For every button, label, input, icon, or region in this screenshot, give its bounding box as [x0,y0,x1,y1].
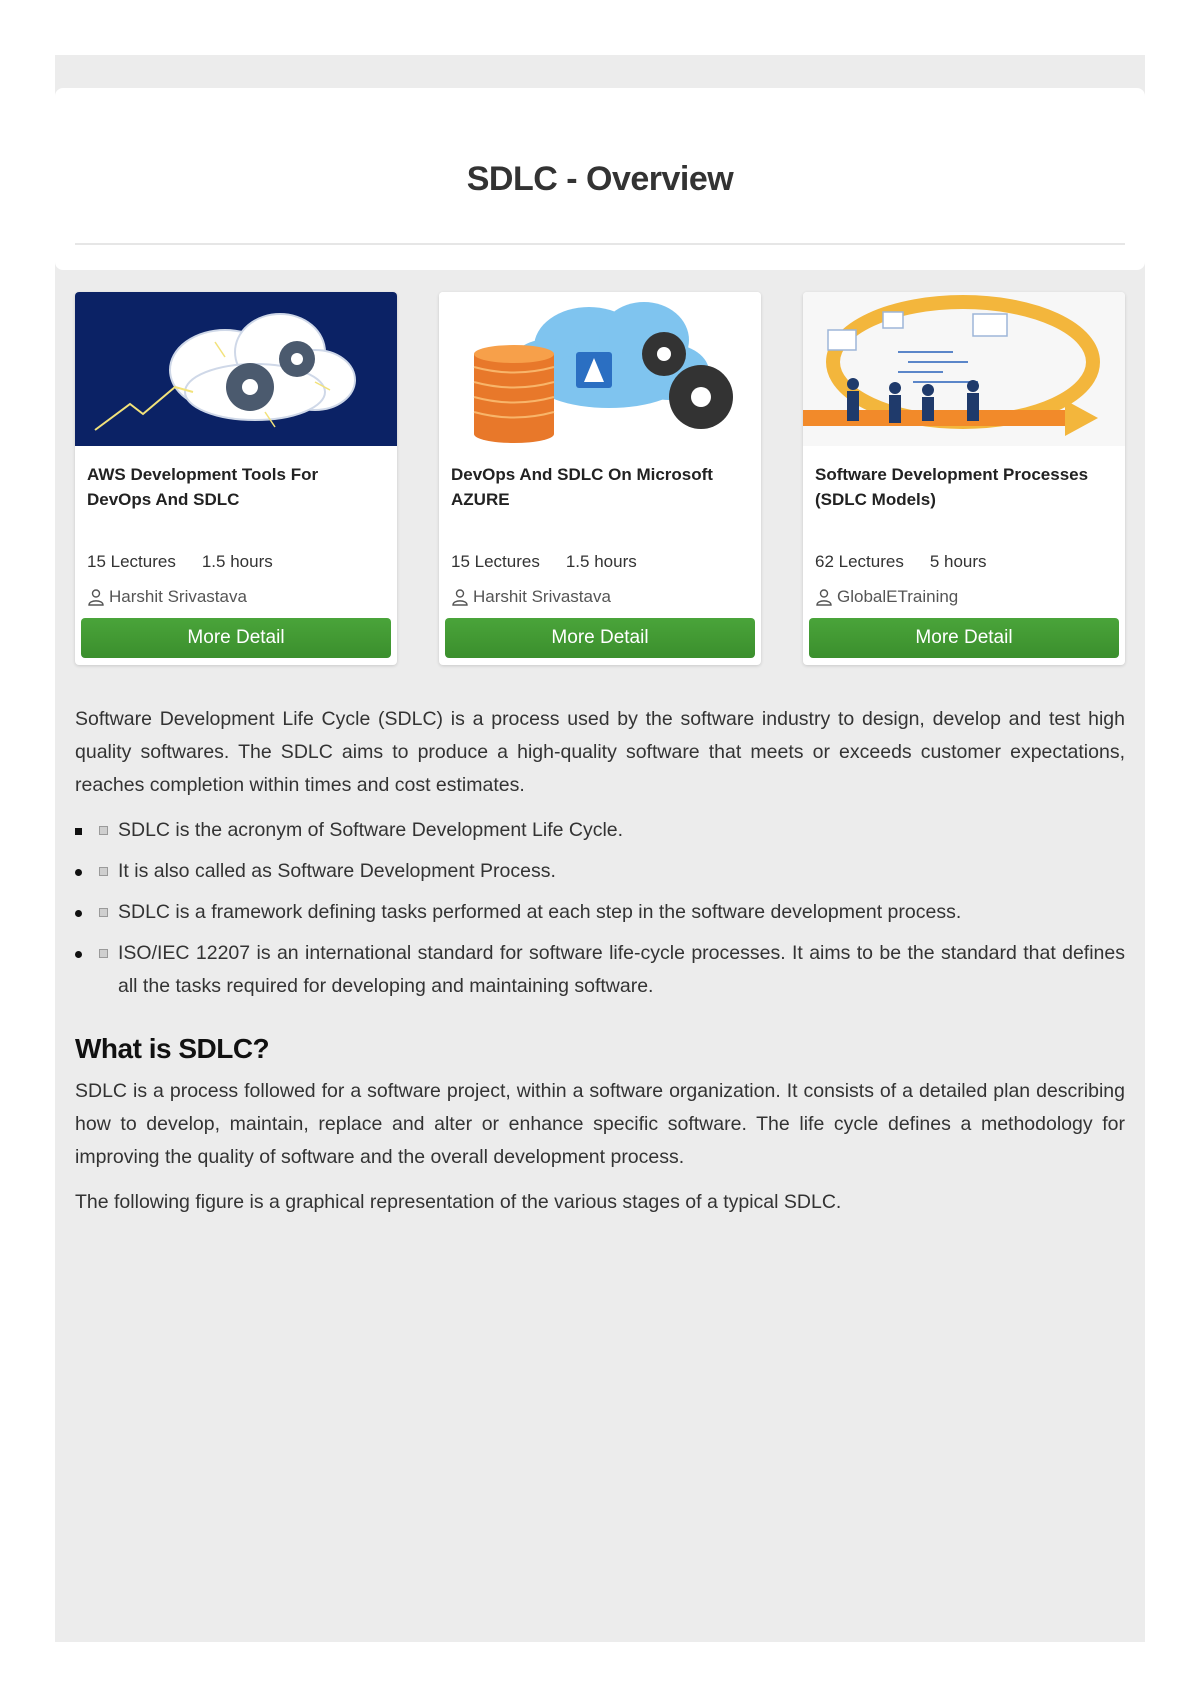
list-item-text: SDLC is a framework defining tasks performed at each step in the software development process. [118,901,962,923]
article-content [75,703,1125,1231]
list-item [75,896,1125,929]
bullet-square-icon [75,828,82,835]
user-icon [815,588,833,606]
list-item [75,814,1125,847]
list-item [75,855,1125,888]
author-name: GlobalETraining [837,587,959,606]
author-name: Harshit Srivastava [473,587,611,606]
list-item-text: It is also called as Software Development Process. [118,860,556,882]
bullet-box-icon [99,949,108,958]
section-heading: What is SDLC? [75,1033,270,1064]
page-title: SDLC - Overview [466,160,734,198]
bullet-box-icon [99,826,108,835]
course-meta [451,552,637,572]
course-title[interactable]: AWS Development Tools For DevOps And SDLC [87,465,319,509]
course-hours: 1.5 hours [565,552,637,571]
bullet-list [75,814,1125,1003]
user-icon [87,588,105,606]
lecture-count: 15 Lectures [87,552,176,571]
more-detail-button[interactable]: More Detail [81,618,391,658]
author-name: Harshit Srivastava [109,587,247,606]
bullet-box-icon [99,908,108,917]
course-hours: 5 hours [929,552,987,571]
more-detail-button[interactable]: More Detail [445,618,755,658]
lecture-count: 62 Lectures [815,552,904,571]
bullet-dot-icon [75,910,82,917]
more-detail-button[interactable]: More Detail [809,618,1119,658]
course-title[interactable]: DevOps And SDLC On Microsoft AZURE [451,465,713,509]
list-item-text: ISO/IEC 12207 is an international standard for software life-cycle processes. It aims to be the standard that defines all the tasks required for developing and maintaining software. [118,942,1125,997]
course-author [87,587,247,607]
section-paragraph: The following figure is a graphical representation of the various stages of a typical SDLC. [75,1191,842,1213]
cloud-gears-icon [75,292,397,446]
course-hours: 1.5 hours [201,552,273,571]
title-card [55,88,1145,270]
title-divider [75,243,1125,245]
list-item-text: SDLC is the acronym of Software Development Life Cycle. [118,819,624,841]
azure-cloud-gears-icon [439,292,761,446]
course-author [815,587,958,607]
bullet-dot-icon [75,951,82,958]
lecture-count: 15 Lectures [451,552,540,571]
course-card[interactable] [803,292,1125,665]
course-author [451,587,611,607]
course-card[interactable] [75,292,397,665]
list-item [75,937,1125,1003]
course-meta [87,552,273,572]
team-process-icon [803,292,1125,446]
course-title[interactable]: Software Development Processes (SDLC Models) [815,465,1089,509]
page-container [55,55,1145,1642]
course-cards [75,292,1125,665]
course-card[interactable] [439,292,761,665]
bullet-box-icon [99,867,108,876]
bullet-dot-icon [75,869,82,876]
user-icon [451,588,469,606]
course-meta [815,552,987,572]
intro-paragraph: Software Development Life Cycle (SDLC) is a process used by the software industry to design, develop and test high quality softwares. The SDLC aims to produce a high-quality software that meets or exceeds customer expectations, reaches completion within times and cost estimates. [75,708,1125,796]
section-paragraph: SDLC is a process followed for a software project, within a software organization. It consists of a detailed plan describing how to develop, maintain, replace and alter or enhance specific software. The life cycle defines a methodology for improving the quality of software and the overall development process. [75,1080,1125,1168]
